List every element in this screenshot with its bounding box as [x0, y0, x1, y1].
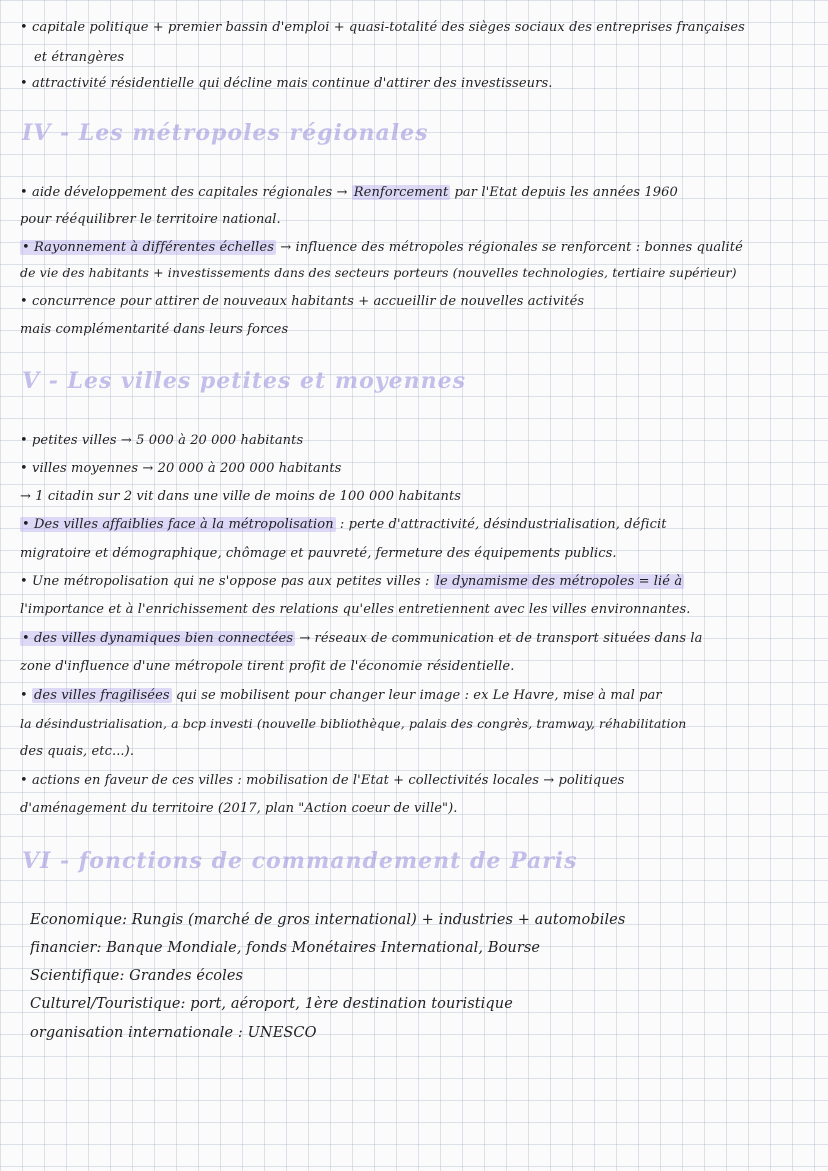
note-line: pour rééquilibrer le territoire national.	[20, 212, 281, 227]
highlight: Renforcement	[353, 185, 449, 200]
highlight: • des villes dynamiques bien connectées	[22, 631, 294, 646]
section-title: VI - fonctions de commandement de Paris	[22, 848, 578, 874]
note-line: • concurrence pour attirer de nouveaux habitants + accueillir de nouvelles activités	[20, 294, 585, 309]
note-line: • petites villes → 5 000 à 20 000 habitants	[20, 433, 304, 448]
highlight: des villes fragilisées	[34, 688, 170, 703]
note-line: • des villes dynamiques bien connectées → réseaux de communication et de transport situées dans la	[22, 631, 703, 646]
note-line: • villes moyennes → 20 000 à 200 000 habitants	[20, 461, 342, 476]
note-line: des quais, etc...).	[20, 744, 135, 759]
note-line: migratoire et démographique, chômage et pauvreté, fermeture des équipements publics.	[20, 546, 617, 561]
section-title: IV - Les métropoles régionales	[22, 120, 429, 146]
note-line: organisation internationale : UNESCO	[30, 1025, 317, 1041]
note-line: • des villes fragilisées qui se mobilisent pour changer leur image : ex Le Havre, mise à mal par	[20, 688, 662, 703]
note-line: Culturel/Touristique: port, aéroport, 1ère destination touristique	[30, 996, 513, 1012]
note-line: • Des villes affaiblies face à la métropolisation : perte d'attractivité, désindustrialisation, déficit	[22, 517, 667, 532]
note-line: • aide développement des capitales régionales → Renforcement par l'Etat depuis les années 1960	[20, 185, 678, 200]
highlight: • Rayonnement à différentes échelles	[22, 240, 274, 255]
note-line: • capitale politique + premier bassin d'emploi + quasi-totalité des sièges sociaux des entreprises françaises	[20, 20, 745, 35]
note-line: Economique: Rungis (marché de gros international) + industries + automobiles	[30, 912, 626, 928]
note-line: financier: Banque Mondiale, fonds Monétaires International, Bourse	[30, 940, 541, 956]
note-line: de vie des habitants + investissements dans des secteurs porteurs (nouvelles technologies, tertiaire supérieur)	[20, 265, 737, 280]
note-line: l'importance et à l'enrichissement des relations qu'elles entretiennent avec les villes environnantes.	[20, 602, 691, 617]
note-line: → 1 citadin sur 2 vit dans une ville de moins de 100 000 habitants	[20, 489, 462, 504]
highlight: le dynamisme des métropoles = lié à	[435, 574, 683, 589]
note-line: zone d'influence d'une métropole tirent profit de l'économie résidentielle.	[20, 659, 515, 674]
note-line: d'aménagement du territoire (2017, plan "Action coeur de ville").	[20, 801, 458, 816]
note-line: • Une métropolisation qui ne s'oppose pas aux petites villes : le dynamisme des métropoles = lié à	[20, 574, 683, 589]
section-title: V - Les villes petites et moyennes	[22, 368, 466, 394]
note-line: mais complémentarité dans leurs forces	[20, 322, 289, 337]
note-line: et étrangères	[34, 50, 125, 65]
note-line: Scientifique: Grandes écoles	[30, 968, 244, 984]
note-line: • Rayonnement à différentes échelles → influence des métropoles régionales se renforcent : bonnes qualité	[22, 240, 743, 255]
highlight: • Des villes affaiblies face à la métropolisation	[22, 517, 334, 532]
note-line: la désindustrialisation, a bcp investi (nouvelle bibliothèque, palais des congrès, tramway, réhabilitation	[20, 716, 687, 731]
note-line: • actions en faveur de ces villes : mobilisation de l'Etat + collectivités locales → politiques	[20, 773, 625, 788]
note-line: • attractivité résidentielle qui décline mais continue d'attirer des investisseurs.	[20, 76, 553, 91]
